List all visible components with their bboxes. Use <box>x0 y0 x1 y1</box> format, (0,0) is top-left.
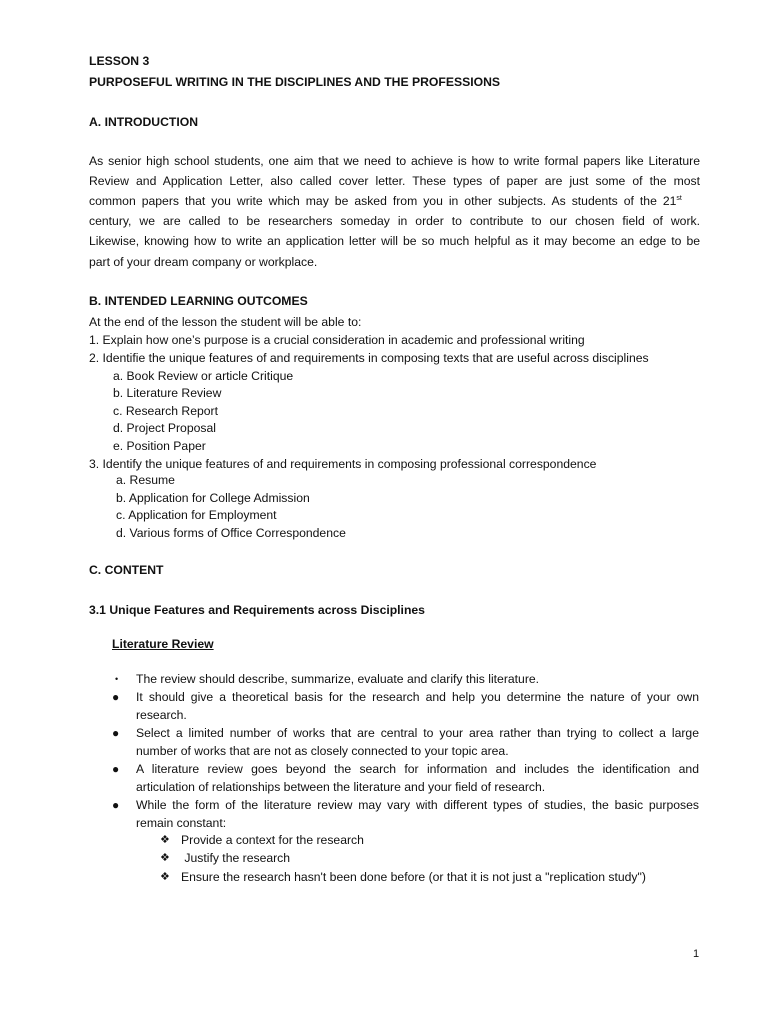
bullet-text: remain constant: <box>136 816 227 830</box>
bullet-circle-icon: ● <box>112 726 120 740</box>
purpose-item: Ensure the research hasn't been done before (or that it is not just a "replication study") <box>181 870 646 884</box>
intro-line: Review and Application Letter, also called cover letter. These types of paper are just some of the most <box>89 174 700 188</box>
bullet-text: Select a limited number of works that are central to your area rather than trying to collect a large <box>136 726 699 740</box>
outcome-subitem: d. Various forms of Office Correspondence <box>116 526 346 540</box>
outcome-subitem: a. Resume <box>116 473 175 487</box>
bullet-text: It should give a theoretical basis for the research and help you determine the nature of your own <box>136 690 699 704</box>
superscript: st <box>676 194 682 202</box>
intro-line <box>89 193 700 209</box>
outcomes-heading: B. INTENDED LEARNING OUTCOMES <box>89 294 308 308</box>
intro-line: Likewise, knowing how to write an application letter will be so much helpful as it may become an edge to be <box>89 234 700 248</box>
diamond-bullet-icon: ❖ <box>160 834 170 846</box>
outcome-subitem: b. Application for College Admission <box>116 491 310 505</box>
bullet-circle-icon: ● <box>112 762 120 776</box>
bullet-text: While the form of the literature review may vary with different types of studies, the basic purposes <box>136 798 699 812</box>
literature-review-title: Literature Review <box>112 637 214 651</box>
bullet-text: articulation of relationships between the literature and your field of research. <box>136 780 546 794</box>
lesson-label: LESSON 3 <box>89 54 150 68</box>
intro-line: century, we are called to be researchers someday in order to contribute to our chosen field of work. <box>89 214 700 228</box>
outcome-subitem: c. Research Report <box>113 404 218 418</box>
bullet-text: The review should describe, summarize, evaluate and clarify this literature. <box>136 672 540 686</box>
section-subheading: 3.1 Unique Features and Requirements across Disciplines <box>89 603 425 617</box>
content-heading: C. CONTENT <box>89 563 164 577</box>
outcome-subitem: d. Project Proposal <box>113 421 216 435</box>
outcomes-lead: At the end of the lesson the student will be able to: <box>89 315 362 329</box>
diamond-bullet-icon: ❖ <box>160 852 170 864</box>
outcome-subitem: b. Literature Review <box>113 386 222 400</box>
outcome-item: 3. Identify the unique features of and requirements in composing professional correspondence <box>89 457 597 471</box>
page-number: 1 <box>693 948 700 960</box>
outcome-subitem: c. Application for Employment <box>116 508 277 522</box>
bullet-text: A literature review goes beyond the search for information and includes the identification and <box>136 762 699 776</box>
outcome-item: 2. Identifie the unique features of and requirements in composing texts that are useful across disciplines <box>89 351 649 365</box>
outcome-subitem: e. Position Paper <box>113 439 206 453</box>
intro-line: As senior high school students, one aim that we need to achieve is how to write formal papers like Literature <box>89 154 700 168</box>
bullet-dot-icon: • <box>115 674 119 684</box>
intro-heading: A. INTRODUCTION <box>89 115 199 129</box>
bullet-text: research. <box>136 708 187 722</box>
diamond-bullet-icon: ❖ <box>160 871 170 883</box>
purpose-item: Justify the research <box>181 851 291 865</box>
intro-line: part of your dream company or workplace. <box>89 255 318 269</box>
bullet-text: number of works that are not as closely connected to your topic area. <box>136 744 509 758</box>
outcome-subitem: a. Book Review or article Critique <box>113 369 294 383</box>
intro-line-text: common papers that you write which may be asked from you in other subjects. As students of the 21 <box>89 194 677 208</box>
purpose-item: Provide a context for the research <box>181 833 364 847</box>
bullet-circle-icon: ● <box>112 798 120 812</box>
bullet-circle-icon: ● <box>112 690 120 704</box>
page-title: PURPOSEFUL WRITING IN THE DISCIPLINES AND THE PROFESSIONS <box>89 75 501 89</box>
outcome-item: 1. Explain how one’s purpose is a crucial consideration in academic and professional writing <box>89 333 585 347</box>
